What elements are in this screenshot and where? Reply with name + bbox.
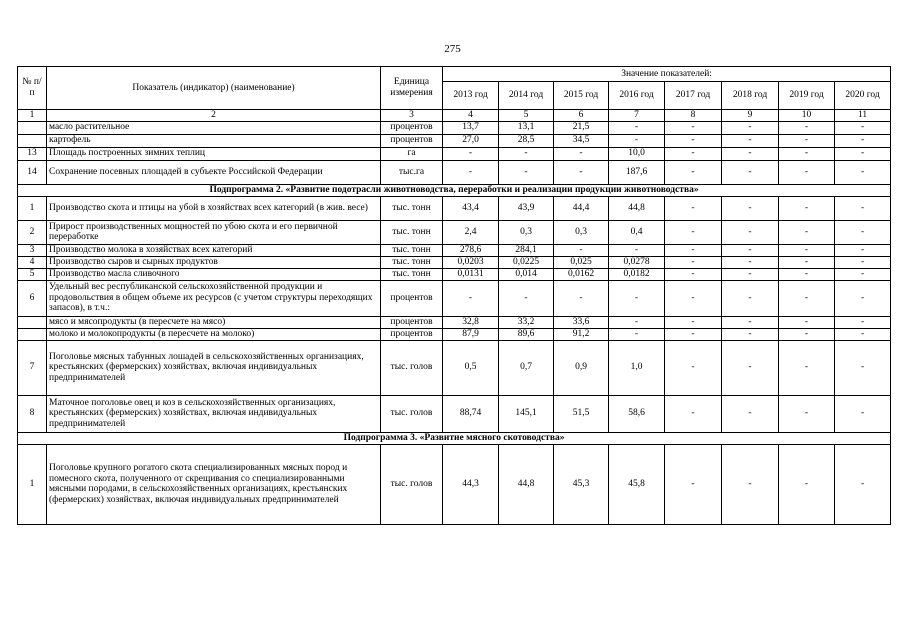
value-cell: - xyxy=(835,280,891,316)
value-cell: 0,3 xyxy=(499,220,554,244)
value-cell: 44,3 xyxy=(443,444,499,524)
value-cell: - xyxy=(835,268,891,280)
value-cell: 88,74 xyxy=(443,395,499,432)
value-cell: - xyxy=(665,395,722,432)
value-cell: - xyxy=(609,316,665,328)
unit-cell: процентов xyxy=(381,134,443,147)
table-row xyxy=(18,147,891,160)
indicator-name: Площадь построенных зимних теплиц xyxy=(47,147,381,160)
value-cell: 13,1 xyxy=(499,121,554,134)
column-number: 4 xyxy=(443,110,499,122)
value-cell: - xyxy=(779,244,835,256)
value-cell: - xyxy=(835,121,891,134)
unit-cell: тыс. тонн xyxy=(381,256,443,268)
value-cell: 89,6 xyxy=(499,328,554,340)
value-cell: - xyxy=(665,444,722,524)
value-cell: - xyxy=(835,328,891,340)
value-cell: - xyxy=(835,340,891,395)
value-cell: 44,8 xyxy=(609,196,665,220)
value-cell: - xyxy=(443,147,499,160)
value-cell: 0,0278 xyxy=(609,256,665,268)
value-cell: 44,8 xyxy=(499,444,554,524)
section-title: Подпрограмма 2. «Развитие подотрасли животноводства, переработки и реализации продукции животноводства» xyxy=(18,184,891,196)
value-cell: - xyxy=(665,268,722,280)
table-row xyxy=(18,196,891,220)
column-number: 6 xyxy=(554,110,609,122)
value-cell: 28,5 xyxy=(499,134,554,147)
value-cell: - xyxy=(779,147,835,160)
section-row xyxy=(18,432,891,444)
value-cell: - xyxy=(609,244,665,256)
header-unit: Единица измерения xyxy=(381,67,443,110)
table-row xyxy=(18,121,891,134)
column-number: 5 xyxy=(499,110,554,122)
value-cell: - xyxy=(722,256,779,268)
value-cell: 0,5 xyxy=(443,340,499,395)
indicator-name: Маточное поголовье овец и коз в сельскохозяйственных организациях, крестьянских (фермерских) хозяйствах, включая индивидуальных предпринимателей xyxy=(47,395,381,432)
value-cell: - xyxy=(609,134,665,147)
value-cell: - xyxy=(665,244,722,256)
row-number: 2 xyxy=(18,220,47,244)
value-cell: - xyxy=(554,280,609,316)
value-cell: 145,1 xyxy=(499,395,554,432)
value-cell: 21,5 xyxy=(554,121,609,134)
value-cell: - xyxy=(665,340,722,395)
header-year: 2017 год xyxy=(665,82,722,110)
table-row xyxy=(18,444,891,524)
value-cell: - xyxy=(835,147,891,160)
value-cell: - xyxy=(499,160,554,184)
table-row xyxy=(18,280,891,316)
value-cell: - xyxy=(722,268,779,280)
row-number: 5 xyxy=(18,268,47,280)
unit-cell: процентов xyxy=(381,328,443,340)
unit-cell: тыс.га xyxy=(381,160,443,184)
value-cell: 33,6 xyxy=(554,316,609,328)
value-cell: 43,9 xyxy=(499,196,554,220)
value-cell: 44,4 xyxy=(554,196,609,220)
value-cell: - xyxy=(779,268,835,280)
value-cell: 58,6 xyxy=(609,395,665,432)
column-number: 10 xyxy=(779,110,835,122)
row-number: 1 xyxy=(18,444,47,524)
value-cell: - xyxy=(609,121,665,134)
value-cell: - xyxy=(835,244,891,256)
row-number: 8 xyxy=(18,395,47,432)
value-cell: - xyxy=(499,280,554,316)
value-cell: - xyxy=(779,340,835,395)
unit-cell: процентов xyxy=(381,316,443,328)
value-cell: - xyxy=(665,134,722,147)
indicator-name: масло растительное xyxy=(47,121,381,134)
value-cell: - xyxy=(779,280,835,316)
value-cell: - xyxy=(835,134,891,147)
row-number: 3 xyxy=(18,244,47,256)
header-year: 2013 год xyxy=(443,82,499,110)
unit-cell: тыс. голов xyxy=(381,444,443,524)
header-indicator: Показатель (индикатор) (наименование) xyxy=(47,67,381,110)
value-cell: 45,3 xyxy=(554,444,609,524)
indicator-name: Прирост производственных мощностей по убою скота и его первичной переработке xyxy=(47,220,381,244)
indicator-name: Поголовье крупного рогатого скота специализированных мясных пород и помесного скота, полученного от скрещивания со специализированными мясными породами, в сельскохозяйственных организациях, крестьянских (фермерских) хозяйствах, включая индивидуальных предпринимателей xyxy=(47,444,381,524)
value-cell: - xyxy=(722,196,779,220)
value-cell: - xyxy=(609,280,665,316)
value-cell: 87,9 xyxy=(443,328,499,340)
value-cell: - xyxy=(609,328,665,340)
unit-cell: тыс. тонн xyxy=(381,196,443,220)
value-cell: - xyxy=(779,256,835,268)
value-cell: 27,0 xyxy=(443,134,499,147)
value-cell: 45,8 xyxy=(609,444,665,524)
indicators-table xyxy=(17,66,891,525)
value-cell: - xyxy=(835,196,891,220)
value-cell: - xyxy=(443,160,499,184)
value-cell: - xyxy=(665,147,722,160)
unit-cell: процентов xyxy=(381,280,443,316)
header-year: 2020 год xyxy=(835,82,891,110)
header-num: № п/п xyxy=(18,67,47,110)
column-number: 9 xyxy=(722,110,779,122)
unit-cell: тыс. тонн xyxy=(381,244,443,256)
value-cell: - xyxy=(722,316,779,328)
indicator-name: Производство молока в хозяйствах всех категорий xyxy=(47,244,381,256)
unit-cell: процентов xyxy=(381,121,443,134)
header-year: 2018 год xyxy=(722,82,779,110)
value-cell: 2,4 xyxy=(443,220,499,244)
value-cell: 32,8 xyxy=(443,316,499,328)
value-cell: - xyxy=(779,220,835,244)
value-cell: - xyxy=(835,395,891,432)
value-cell: - xyxy=(443,280,499,316)
value-cell: - xyxy=(722,220,779,244)
table-row xyxy=(18,340,891,395)
value-cell: 33,2 xyxy=(499,316,554,328)
value-cell: - xyxy=(779,316,835,328)
value-cell: - xyxy=(665,328,722,340)
page-number: 275 xyxy=(444,43,461,55)
value-cell: 284,1 xyxy=(499,244,554,256)
value-cell: 0,3 xyxy=(554,220,609,244)
indicator-name: Производство скота и птицы на убой в хозяйствах всех категорий (в жив. весе) xyxy=(47,196,381,220)
value-cell: - xyxy=(835,256,891,268)
value-cell: 43,4 xyxy=(443,196,499,220)
value-cell: - xyxy=(722,160,779,184)
value-cell: 91,2 xyxy=(554,328,609,340)
row-number xyxy=(18,328,47,340)
indicator-name: Поголовье мясных табунных лошадей в сельскохозяйственных организациях, крестьянских (фермерских) хозяйствах, включая индивидуальных предпринимателей xyxy=(47,340,381,395)
value-cell: 51,5 xyxy=(554,395,609,432)
value-cell: 1,0 xyxy=(609,340,665,395)
unit-cell: тыс. тонн xyxy=(381,220,443,244)
column-number: 11 xyxy=(835,110,891,122)
column-number: 8 xyxy=(665,110,722,122)
value-cell: - xyxy=(835,160,891,184)
header-year: 2015 год xyxy=(554,82,609,110)
column-number: 7 xyxy=(609,110,665,122)
value-cell: - xyxy=(554,147,609,160)
column-number: 1 xyxy=(18,110,47,122)
value-cell: 0,0162 xyxy=(554,268,609,280)
value-cell: 0,7 xyxy=(499,340,554,395)
header-year: 2019 год xyxy=(779,82,835,110)
value-cell: 0,0182 xyxy=(609,268,665,280)
header-year: 2014 год xyxy=(499,82,554,110)
section-title: Подпрограмма 3. «Развитие мясного скотоводства» xyxy=(18,432,891,444)
indicator-name: мясо и мясопродукты (в пересчете на мясо) xyxy=(47,316,381,328)
table-row xyxy=(18,256,891,268)
value-cell: 0,0225 xyxy=(499,256,554,268)
row-number xyxy=(18,121,47,134)
row-number: 7 xyxy=(18,340,47,395)
indicator-name: Сохранение посевных площадей в субъекте Российской Федерации xyxy=(47,160,381,184)
table-row xyxy=(18,134,891,147)
value-cell: - xyxy=(722,121,779,134)
value-cell: - xyxy=(665,316,722,328)
value-cell: 0,0203 xyxy=(443,256,499,268)
indicator-name: Удельный вес республиканской сельскохозяйственной продукции и продовольствия в общем объеме их ресурсов (с учетом структуры переходящих запасов), в т.ч.: xyxy=(47,280,381,316)
value-cell: - xyxy=(722,328,779,340)
value-cell: - xyxy=(779,444,835,524)
value-cell: - xyxy=(779,196,835,220)
value-cell: 278,6 xyxy=(443,244,499,256)
value-cell: - xyxy=(665,160,722,184)
row-number: 6 xyxy=(18,280,47,316)
indicator-name: молоко и молокопродукты (в пересчете на молоко) xyxy=(47,328,381,340)
value-cell: - xyxy=(722,134,779,147)
value-cell: 0,025 xyxy=(554,256,609,268)
value-cell: 10,0 xyxy=(609,147,665,160)
table-row xyxy=(18,160,891,184)
table-row xyxy=(18,328,891,340)
unit-cell: тыс. тонн xyxy=(381,268,443,280)
value-cell: - xyxy=(665,280,722,316)
header-year: 2016 год xyxy=(609,82,665,110)
value-cell: - xyxy=(779,134,835,147)
value-cell: - xyxy=(779,160,835,184)
unit-cell: тыс. голов xyxy=(381,395,443,432)
value-cell: - xyxy=(722,244,779,256)
value-cell: 34,5 xyxy=(554,134,609,147)
value-cell: - xyxy=(499,147,554,160)
indicator-name: картофель xyxy=(47,134,381,147)
value-cell: - xyxy=(665,256,722,268)
column-number: 3 xyxy=(381,110,443,122)
header-values-title: Значение показателей: xyxy=(443,67,891,82)
value-cell: - xyxy=(665,196,722,220)
value-cell: - xyxy=(722,395,779,432)
value-cell: 0,0131 xyxy=(443,268,499,280)
value-cell: - xyxy=(835,316,891,328)
table-row xyxy=(18,395,891,432)
value-cell: - xyxy=(779,328,835,340)
value-cell: - xyxy=(554,160,609,184)
unit-cell: тыс. голов xyxy=(381,340,443,395)
value-cell: - xyxy=(665,121,722,134)
row-number: 4 xyxy=(18,256,47,268)
column-number: 2 xyxy=(47,110,381,122)
row-number: 1 xyxy=(18,196,47,220)
value-cell: - xyxy=(722,444,779,524)
indicator-name: Производство масла сливочного xyxy=(47,268,381,280)
value-cell: 0,014 xyxy=(499,268,554,280)
indicator-name: Производство сыров и сырных продуктов xyxy=(47,256,381,268)
value-cell: - xyxy=(722,280,779,316)
row-number: 13 xyxy=(18,147,47,160)
value-cell: 0,9 xyxy=(554,340,609,395)
value-cell: - xyxy=(779,395,835,432)
row-number xyxy=(18,316,47,328)
table-row xyxy=(18,268,891,280)
value-cell: - xyxy=(665,220,722,244)
value-cell: - xyxy=(722,340,779,395)
value-cell: 13,7 xyxy=(443,121,499,134)
unit-cell: га xyxy=(381,147,443,160)
value-cell: - xyxy=(554,244,609,256)
table-row xyxy=(18,244,891,256)
section-row xyxy=(18,184,891,196)
row-number: 14 xyxy=(18,160,47,184)
value-cell: - xyxy=(835,220,891,244)
value-cell: - xyxy=(779,121,835,134)
value-cell: - xyxy=(835,444,891,524)
value-cell: 0,4 xyxy=(609,220,665,244)
table-row xyxy=(18,316,891,328)
table-row xyxy=(18,220,891,244)
value-cell: 187,6 xyxy=(609,160,665,184)
row-number xyxy=(18,134,47,147)
value-cell: - xyxy=(722,147,779,160)
